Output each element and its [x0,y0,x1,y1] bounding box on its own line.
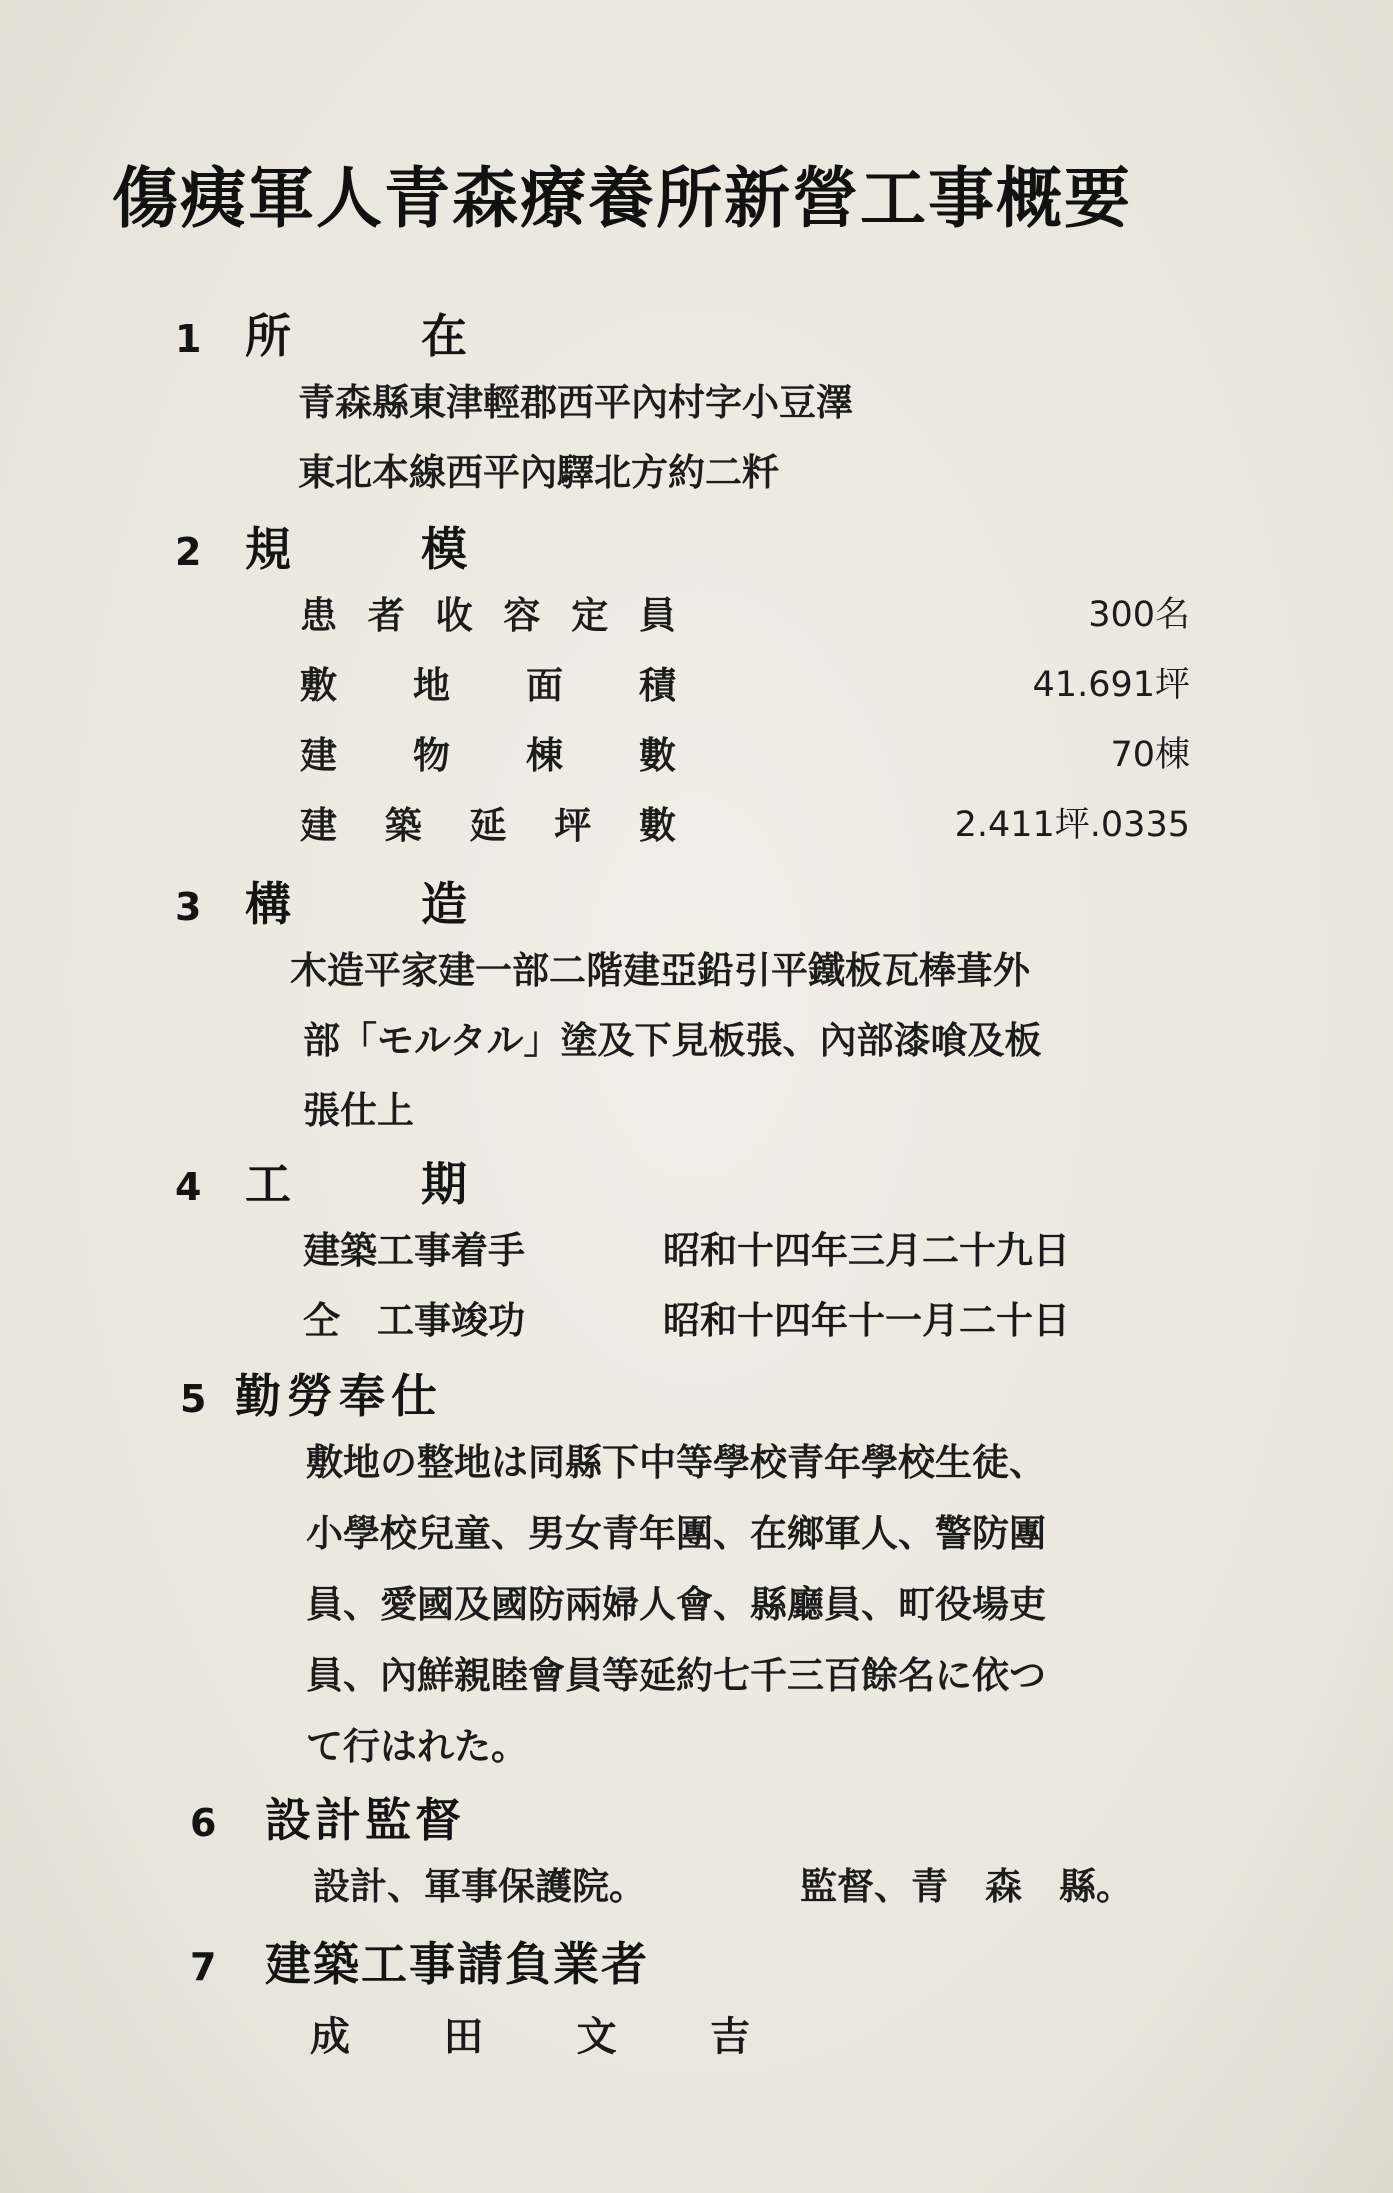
location-line: 青森縣東津輕郡西平內村字小豆澤 [298,380,853,424]
section-label: 工期 [245,1157,597,1211]
period-row-completion [303,1290,1070,1344]
scale-label-char: 數 [639,803,676,847]
section-4-heading [175,1148,597,1214]
section-1-heading [175,300,597,366]
scale-label-char: 收 [435,593,473,637]
contractor-name-char: 文 [576,2013,617,2060]
scale-row-label [300,585,676,639]
labor-service-line: 敷地の整地は同縣下中等學校青年學校生徒、 [306,1440,1046,1484]
section-6-heading [190,1784,465,1850]
scale-label-char: 面 [526,663,563,707]
section-3-heading [175,868,597,934]
scale-row-value: 41.691坪 [1032,665,1190,705]
section-number: 5 [180,1377,207,1421]
scale-label-char: 築 [384,803,422,847]
scale-label-char: 建 [300,803,337,847]
scale-row-label [300,725,676,779]
section-label: 構造 [245,877,597,931]
period-row-start [303,1220,1070,1274]
labor-service-line: 員、愛國及國防兩婦人會、縣廳員、町役場吏 [306,1582,1046,1626]
section-number: 3 [175,885,202,929]
section-5-heading [180,1360,443,1426]
scale-label-char: 容 [503,593,541,637]
contractor-name [310,2005,750,2062]
scale-label-char: 延 [469,803,507,847]
labor-service-line: 小學校兒童、男女青年團、在鄉軍人、警防團 [306,1511,1046,1555]
location-line: 東北本線西平內驛北方約二粁 [298,450,779,494]
scale-label-char: 數 [639,733,676,777]
contractor-name-char: 吉 [709,2013,750,2060]
section-number: 2 [175,530,202,574]
labor-service-line: 員、內鮮親睦會員等延約七千三百餘名に依つ [306,1653,1046,1697]
scale-row-value: 70棟 [1110,735,1190,775]
scale-label-char: 地 [413,663,450,707]
scale-row-site-area [300,655,1190,705]
structure-line: 張仕上 [303,1088,414,1132]
section-label: 建築工事請負業者 [265,1937,649,1991]
scale-row-floor-area [300,795,1190,845]
period-date: 昭和十四年三月二十九日 [663,1228,1070,1272]
scale-row-buildings [300,725,1190,775]
section-number: 6 [190,1801,217,1845]
design-text: 設計、軍事保護院。 [313,1864,646,1908]
scale-label-char: 坪 [554,803,592,847]
contractor-name-char: 田 [443,2013,484,2060]
section-number: 7 [190,1945,217,1989]
section-number: 1 [175,317,202,361]
scale-label-char: 員 [638,593,676,637]
scale-row-value: 2.411坪.0335 [954,805,1190,845]
period-date: 昭和十四年十一月二十日 [663,1298,1070,1342]
section-label: 設計監督 [265,1793,465,1847]
contractor-name-char: 成 [310,2013,350,2060]
scale-row-label [300,795,676,849]
scale-row-label [300,655,676,709]
scale-row-value: 300名 [1088,595,1190,635]
supervision-text: 監督、青 森 縣。 [800,1864,1133,1908]
scale-label-char: 棟 [526,733,563,777]
period-label: 仝 工事竣功 [303,1298,525,1342]
scale-label-char: 患 [300,593,337,637]
structure-line: 木造平家建一部二階建亞鉛引平鐵板瓦棒葺外 [290,948,1030,992]
document-title: 傷痍軍人青森療養所新營工事概要 [112,160,1132,237]
period-label: 建築工事着手 [303,1228,525,1272]
scale-label-char: 物 [413,733,450,777]
scale-label-char: 積 [639,663,676,707]
labor-service-line: て行はれた。 [306,1724,528,1768]
section-7-heading [190,1928,649,1994]
scale-label-char: 者 [367,593,405,637]
section-2-heading [175,513,597,579]
section-label: 所在 [245,309,597,363]
scale-row-capacity [300,585,1190,635]
section-label: 勤勞奉仕 [235,1369,443,1423]
scale-label-char: 敷 [300,663,337,707]
scale-label-char: 建 [300,733,337,777]
section-label: 規模 [245,522,597,576]
section-number: 4 [175,1165,202,1209]
structure-line: 部「モルタル」塗及下見板張、內部漆喰及板 [303,1018,1042,1062]
scale-label-char: 定 [571,593,609,637]
